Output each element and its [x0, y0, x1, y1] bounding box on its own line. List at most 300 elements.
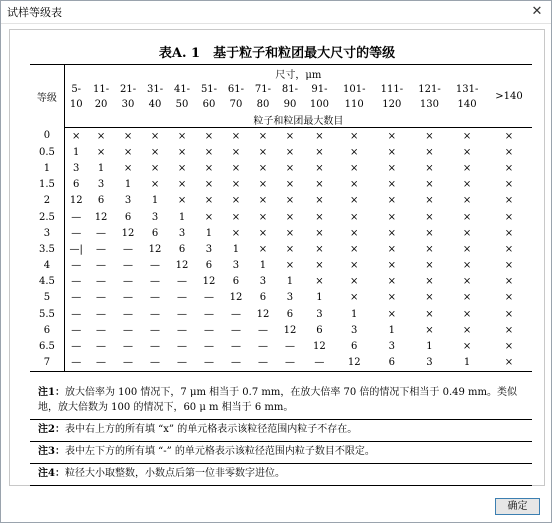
count-cell: —: [203, 341, 214, 353]
count-cell: 12: [335, 355, 373, 372]
size-range-bottom: 140: [457, 98, 477, 110]
count-cell: ×: [462, 260, 472, 272]
count-cell: 3: [388, 341, 396, 353]
count-cell: ×: [425, 146, 434, 158]
note-item: [30, 442, 532, 464]
count-cell: 6: [205, 260, 213, 272]
count-cell: —: [150, 292, 161, 304]
count-cell: ×: [504, 227, 514, 239]
count-cell: ×: [387, 227, 397, 239]
count-cell: ×: [150, 130, 160, 142]
size-range-bottom: 20: [94, 98, 108, 110]
count-cell: 1: [97, 162, 105, 174]
count-cell: 12: [175, 260, 189, 272]
note-label: 注2：: [38, 424, 65, 435]
size-range-bottom: 50: [175, 98, 189, 110]
table-row: [30, 355, 532, 372]
count-cell: ×: [425, 211, 434, 223]
count-cell: ×: [462, 292, 472, 304]
count-cell: ×: [285, 227, 295, 239]
grade-cell: 2: [30, 193, 64, 209]
count-cell: 6: [316, 324, 323, 336]
size-range-top: 61-: [227, 83, 245, 95]
count-cell: ×: [177, 146, 187, 158]
size-header: 尺寸，μm: [64, 65, 532, 82]
count-cell: ×: [462, 162, 472, 174]
count-cell: —: [169, 355, 196, 372]
count-cell: —: [96, 260, 107, 272]
count-cell: ×: [425, 292, 434, 304]
note-label: 注4：: [38, 468, 65, 479]
count-cell: ×: [425, 195, 434, 207]
count-cell: ×: [387, 130, 397, 142]
count-cell: ×: [315, 276, 324, 288]
count-cell: ×: [387, 308, 397, 320]
count-cell: 3: [97, 179, 105, 191]
count-cell: ×: [177, 179, 187, 191]
table-row: [30, 160, 532, 176]
grade-cell: 0: [30, 128, 64, 145]
count-cell: —: [123, 292, 134, 304]
count-cell: 3: [151, 211, 159, 223]
count-cell: 1: [73, 146, 80, 158]
table-row: [30, 306, 532, 322]
title-bar: [1, 1, 551, 24]
size-range-top: 11-: [93, 83, 110, 95]
count-cell: ×: [462, 324, 472, 336]
note-item: [30, 420, 532, 442]
count-cell: ×: [72, 130, 81, 142]
size-range-bottom-row: [30, 97, 532, 111]
count-cell: ×: [387, 211, 397, 223]
count-cell: ×: [258, 130, 268, 142]
count-cell: —: [64, 355, 87, 372]
count-cell: ×: [177, 195, 187, 207]
count-cell: ×: [425, 308, 434, 320]
count-cell: —: [177, 292, 187, 304]
count-cell: 1: [426, 341, 433, 353]
table-row: [30, 322, 532, 338]
count-cell: ×: [387, 162, 397, 174]
size-range-top: 21-: [119, 83, 137, 95]
note-text: 表中左下方的所有填 “-” 的单元格表示该粒径范围内粒子数目不限定。: [64, 446, 375, 457]
count-cell: ×: [231, 162, 241, 174]
size-range-top: 121-: [418, 83, 441, 95]
count-cell: ×: [285, 146, 295, 158]
notes-section: [30, 383, 532, 486]
count-cell: ×: [315, 146, 324, 158]
count-cell: 12: [148, 243, 162, 255]
count-cell: ×: [504, 341, 514, 353]
count-cell: ×: [462, 195, 472, 207]
count-cell: ×: [315, 195, 324, 207]
count-cell: ×: [204, 195, 214, 207]
count-cell: ×: [462, 276, 472, 288]
size-range-bottom: 100: [309, 98, 329, 110]
size-range-bottom: 30: [121, 98, 135, 110]
table-row: [30, 225, 532, 241]
count-cell: —: [123, 276, 134, 288]
grade-cell: 3.5: [30, 241, 64, 257]
count-cell: —: [71, 292, 82, 304]
size-range-bottom: 90: [283, 98, 297, 110]
count-cell: ×: [504, 276, 514, 288]
count-cell: —: [230, 308, 241, 320]
count-cell: —: [150, 276, 161, 288]
count-cell: —: [71, 324, 82, 336]
table-row: [30, 193, 532, 209]
count-cell: ×: [462, 130, 472, 142]
count-cell: —: [96, 276, 107, 288]
count-cell: ×: [425, 162, 434, 174]
count-cell: ×: [150, 179, 160, 191]
size-range-bottom: 10: [69, 98, 83, 110]
count-cell: —: [257, 324, 268, 336]
count-cell: ×: [123, 130, 133, 142]
count-cell: ×: [462, 211, 472, 223]
count-cell: ×: [150, 146, 160, 158]
count-cell: ×: [462, 146, 472, 158]
count-cell: ×: [504, 260, 514, 272]
count-cell: —: [203, 308, 214, 320]
count-cell: ×: [258, 195, 268, 207]
count-cell: —: [71, 227, 82, 239]
count-cell: ×: [387, 243, 397, 255]
count-cell: 12: [229, 292, 243, 304]
count-cell: ×: [315, 162, 324, 174]
count-cell: —: [96, 341, 107, 353]
count-cell: ×: [285, 130, 295, 142]
count-cell: 1: [151, 195, 159, 207]
count-cell: ×: [504, 179, 514, 191]
count-cell: ×: [315, 260, 324, 272]
count-cell: —: [71, 260, 82, 272]
count-cell: 1: [316, 292, 323, 304]
count-cell: 6: [351, 341, 358, 353]
table-row: [30, 274, 532, 290]
note-label: 注3：: [38, 446, 65, 457]
count-cell: 3: [178, 227, 186, 239]
grade-cell: 1.5: [30, 177, 64, 193]
close-icon[interactable]: ✕: [531, 4, 543, 19]
size-range-top: 31-: [146, 83, 164, 95]
grade-cell: 4: [30, 258, 64, 274]
count-cell: ×: [285, 260, 295, 272]
size-range-top: >140: [495, 90, 523, 102]
count-cell: ×: [425, 276, 434, 288]
table-row: [30, 258, 532, 274]
count-cell: —: [230, 324, 241, 336]
count-cell: 12: [94, 211, 108, 223]
size-range-top: 131-: [455, 83, 479, 95]
count-cell: ×: [504, 324, 514, 336]
count-cell: ×: [350, 179, 359, 191]
grade-cell: 3: [30, 225, 64, 241]
size-range-bottom: 110: [344, 98, 364, 110]
count-cell: —: [257, 341, 268, 353]
size-range-top: 111-: [380, 83, 404, 95]
grade-cell: 6.5: [30, 338, 64, 354]
count-cell: ×: [350, 292, 359, 304]
count-cell: ×: [231, 179, 241, 191]
grade-cell: 0.5: [30, 144, 64, 160]
size-range-bottom: 130: [419, 98, 440, 110]
window-title: 试样等级表: [7, 6, 62, 19]
count-cell: 1: [205, 227, 213, 239]
size-range-top: 51-: [200, 83, 218, 95]
size-range-top: 41-: [173, 83, 191, 95]
count-cell: ×: [231, 195, 241, 207]
count-cell: ×: [315, 243, 324, 255]
count-header-row: [30, 111, 532, 128]
count-cell: —: [123, 243, 134, 255]
size-range-top: 71-: [254, 83, 272, 95]
count-cell: —: [71, 276, 82, 288]
count-cell: ×: [462, 243, 472, 255]
count-cell: ×: [231, 227, 241, 239]
header-row: [30, 65, 532, 82]
count-cell: ×: [504, 162, 514, 174]
count-cell: —: [71, 341, 82, 353]
grade-header: 等级: [30, 65, 64, 128]
count-cell: 12: [283, 324, 297, 336]
count-cell: —: [196, 355, 223, 372]
note-text: 放大倍率为 100 情况下，7 μm 相当于 0.7 mm，在放大倍率 70 倍的情况下相当于 0.49 mm。类似地，放大倍数为 100 的情况下，60 μ m 相当于 6 mm。: [38, 387, 518, 413]
count-cell: 1: [178, 211, 186, 223]
count-cell: ×: [350, 243, 359, 255]
note-text: 表中右上方的所有填 “x” 的单元格表示该粒径范围内粒子不存在。: [64, 424, 358, 435]
count-cell: 12: [313, 341, 326, 353]
count-cell: ×: [258, 211, 268, 223]
count-cell: —: [177, 324, 187, 336]
count-cell: ×: [231, 211, 241, 223]
count-cell: —: [203, 324, 214, 336]
count-cell: —: [150, 341, 161, 353]
count-cell: ×: [387, 276, 397, 288]
note-item: [30, 464, 532, 486]
count-cell: ×: [425, 179, 434, 191]
count-cell: ×: [425, 243, 434, 255]
count-cell: —: [96, 324, 107, 336]
count-cell: —: [71, 308, 82, 320]
count-cell: —: [96, 308, 107, 320]
count-cell: ×: [387, 292, 397, 304]
count-cell: —: [177, 308, 187, 320]
count-cell: ×: [350, 146, 359, 158]
count-cell: —: [115, 355, 142, 372]
count-cell: ×: [462, 308, 472, 320]
count-cell: ×: [150, 162, 160, 174]
count-cell: ×: [387, 260, 397, 272]
table-row: [30, 144, 532, 160]
size-range-bottom: 80: [256, 98, 270, 110]
count-cell: 1: [232, 243, 240, 255]
size-range-bottom: 120: [382, 98, 402, 110]
count-cell: ×: [285, 162, 295, 174]
count-cell: —: [123, 341, 134, 353]
count-cell: —: [177, 341, 187, 353]
count-cell: 3: [259, 276, 267, 288]
count-cell: ×: [350, 211, 359, 223]
count-cell: ×: [258, 146, 268, 158]
count-cell: —: [303, 355, 335, 372]
table-row: [30, 290, 532, 306]
count-cell: ×: [177, 130, 187, 142]
count-cell: 3: [205, 243, 213, 255]
count-cell: ×: [258, 179, 268, 191]
count-cell: ×: [285, 179, 295, 191]
count-cell: —: [142, 355, 169, 372]
content-panel: [9, 29, 545, 486]
grade-cell: 7: [30, 355, 64, 372]
count-cell: ×: [123, 146, 133, 158]
grade-cell: 5.5: [30, 306, 64, 322]
count-cell: ×: [462, 341, 472, 353]
count-cell: ×: [425, 227, 434, 239]
grade-cell: 5: [30, 290, 64, 306]
count-cell: ×: [204, 146, 214, 158]
table-row: [30, 128, 532, 145]
size-range-top: 81-: [281, 83, 298, 95]
count-cell: 6: [73, 179, 80, 191]
count-cell: —: [88, 355, 115, 372]
count-cell: 3: [232, 260, 240, 272]
count-cell: ×: [204, 162, 214, 174]
count-cell: 1: [351, 308, 358, 320]
count-cell: ×: [486, 355, 532, 372]
count-cell: ×: [258, 227, 268, 239]
count-cell: ×: [123, 162, 133, 174]
count-cell: ×: [177, 162, 187, 174]
count-cell: ×: [315, 130, 324, 142]
count-cell: 6: [232, 276, 240, 288]
count-cell: ×: [462, 179, 472, 191]
count-cell: 1: [286, 276, 294, 288]
size-range-bottom: 40: [148, 98, 162, 110]
count-cell: 6: [124, 211, 132, 223]
count-cell: —: [203, 292, 214, 304]
count-cell: —: [96, 243, 107, 255]
count-cell: —|: [69, 243, 83, 255]
count-cell: ×: [504, 292, 514, 304]
size-range-top: 5-: [71, 83, 82, 95]
count-cell: ×: [285, 195, 295, 207]
count-cell: —: [150, 324, 161, 336]
count-cell: 12: [256, 308, 270, 320]
count-cell: —: [123, 308, 134, 320]
count-cell: ×: [504, 195, 514, 207]
count-cell: 3: [124, 195, 132, 207]
size-range-top: 101-: [342, 83, 366, 95]
count-cell: —: [123, 260, 134, 272]
count-cell: ×: [96, 130, 106, 142]
size-range-bottom: 60: [202, 98, 216, 110]
count-cell: 1: [259, 260, 267, 272]
table-row: [30, 241, 532, 257]
count-cell: ×: [504, 130, 514, 142]
note-text: 粒径大小取整数，小数点后第一位非零数字进位。: [64, 468, 285, 479]
count-cell: ×: [285, 211, 295, 223]
size-range-top: 91-: [311, 83, 328, 95]
count-cell: 6: [286, 308, 294, 320]
grade-cell: 1: [30, 160, 64, 176]
count-cell: ×: [350, 276, 359, 288]
count-cell: ×: [350, 260, 359, 272]
grade-cell: 6: [30, 322, 64, 338]
grade-cell: 2.5: [30, 209, 64, 225]
count-cell: —: [96, 227, 107, 239]
ok-button[interactable]: 确定: [495, 498, 540, 515]
count-cell: ×: [387, 195, 397, 207]
size-range-bottom: 70: [229, 98, 243, 110]
count-cell: ×: [387, 146, 397, 158]
count-header: 粒子和粒团最大数目: [64, 111, 532, 128]
count-cell: 3: [411, 355, 449, 372]
count-cell: ×: [504, 146, 514, 158]
count-cell: ×: [504, 211, 514, 223]
count-cell: 3: [286, 292, 294, 304]
count-cell: ×: [258, 162, 268, 174]
count-cell: —: [123, 324, 134, 336]
count-cell: 3: [316, 308, 323, 320]
count-cell: ×: [350, 227, 359, 239]
count-cell: —: [222, 355, 249, 372]
count-cell: —: [177, 276, 187, 288]
count-cell: 6: [151, 227, 159, 239]
count-cell: ×: [425, 324, 434, 336]
count-cell: —: [230, 341, 241, 353]
count-cell: 3: [73, 162, 80, 174]
table-row: [30, 209, 532, 225]
count-cell: ×: [315, 179, 324, 191]
count-cell: 3: [351, 324, 358, 336]
size-range-top-row: [30, 81, 532, 97]
count-cell: —: [150, 308, 161, 320]
note-label: 注1：: [38, 387, 65, 398]
count-cell: ×: [204, 130, 214, 142]
count-cell: 6: [178, 243, 186, 255]
count-cell: ×: [387, 179, 397, 191]
count-cell: —: [276, 355, 303, 372]
count-cell: ×: [504, 243, 514, 255]
count-cell: 1: [448, 355, 486, 372]
count-cell: 6: [97, 195, 105, 207]
count-cell: 12: [69, 195, 83, 207]
count-cell: ×: [96, 146, 106, 158]
count-cell: ×: [285, 243, 295, 255]
table-row: [30, 338, 532, 354]
table-row: [30, 177, 532, 193]
count-cell: 12: [121, 227, 135, 239]
count-cell: —: [96, 292, 107, 304]
count-cell: ×: [315, 211, 324, 223]
count-cell: 6: [259, 292, 267, 304]
count-cell: —: [71, 211, 82, 223]
count-cell: 6: [373, 355, 411, 372]
count-cell: 12: [202, 276, 216, 288]
count-cell: 1: [124, 179, 132, 191]
count-cell: ×: [315, 227, 324, 239]
count-cell: —: [284, 341, 295, 353]
grade-table: [30, 64, 532, 372]
count-cell: ×: [350, 130, 359, 142]
count-cell: ×: [425, 130, 434, 142]
count-cell: ×: [504, 308, 514, 320]
count-cell: 1: [388, 324, 396, 336]
count-cell: ×: [350, 162, 359, 174]
count-cell: ×: [204, 211, 214, 223]
count-cell: ×: [425, 260, 434, 272]
